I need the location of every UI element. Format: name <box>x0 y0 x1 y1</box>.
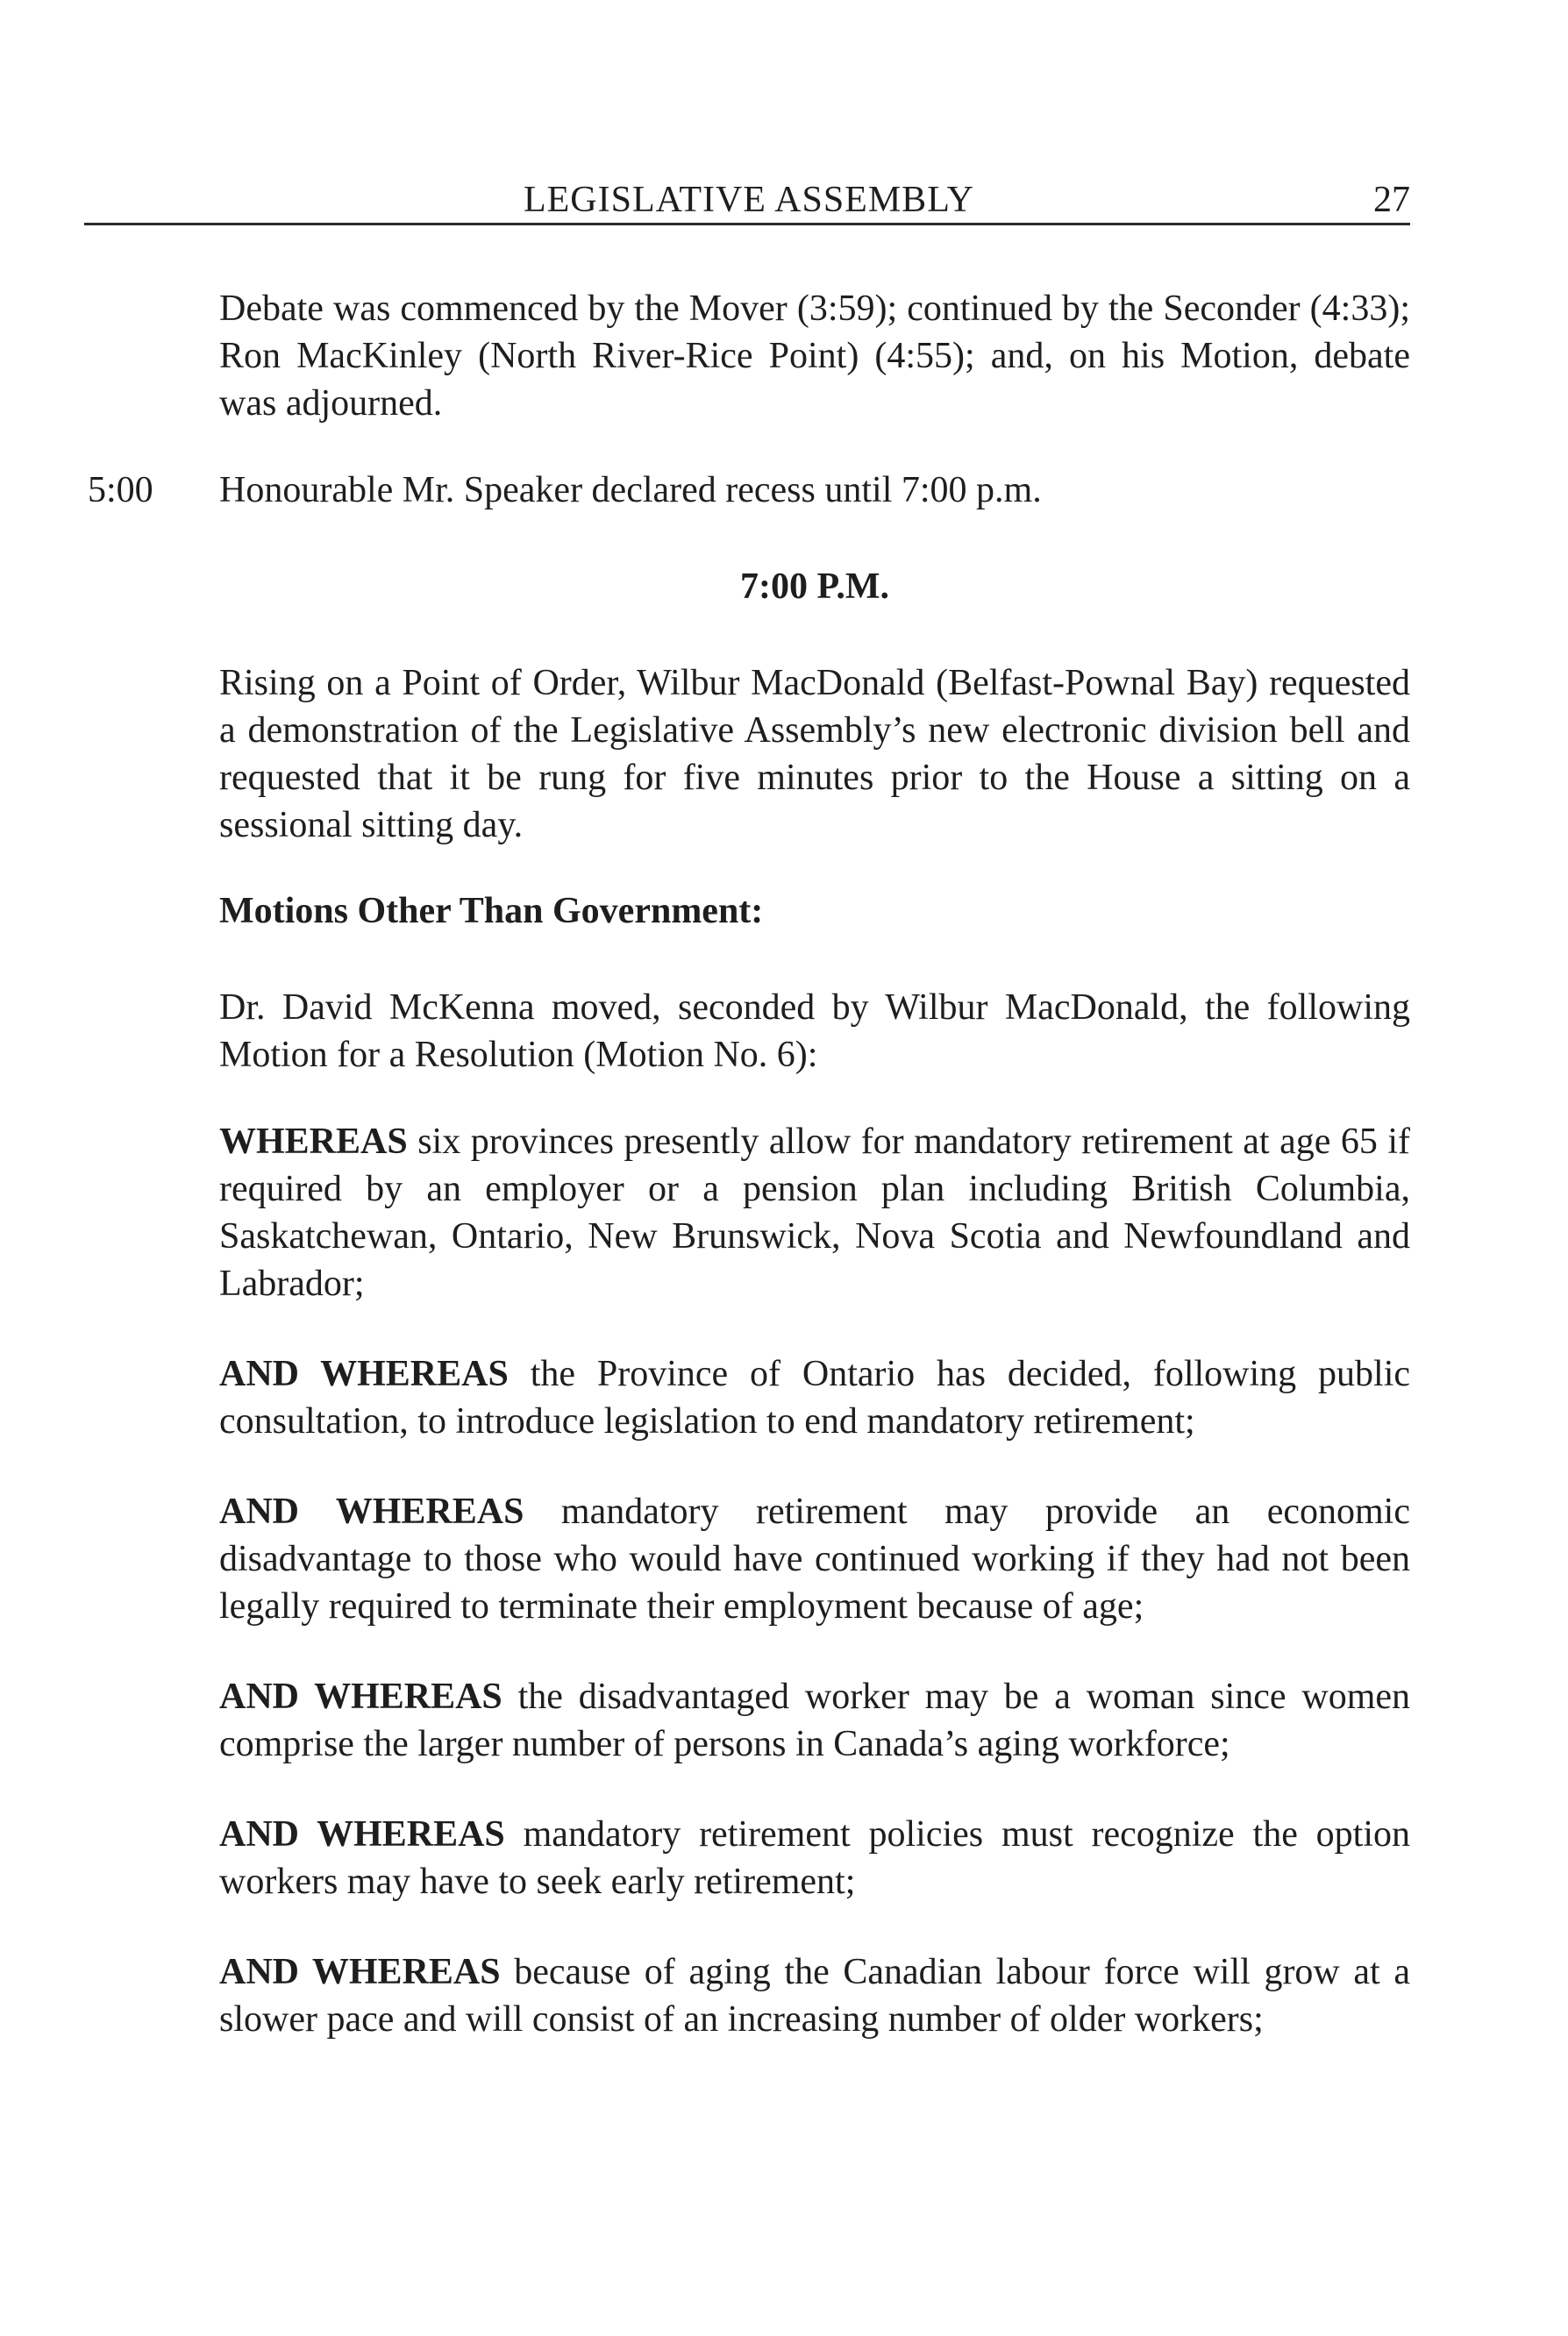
running-header-title: LEGISLATIVE ASSEMBLY <box>524 180 974 220</box>
motion-moved-paragraph: Dr. David McKenna moved, seconded by Wilbur MacDonald, the following Motion for a Resolution (Motion No. 6): <box>219 987 1410 1075</box>
page-number: 27 <box>1373 180 1410 220</box>
debate-paragraph: Debate was commenced by the Mover (3:59); continued by the Seconder (4:33); Ron MacKinley (North River-Rice Point) (4:55); and, on his Motion, debate was adjourned. <box>219 288 1410 424</box>
whereas-text: the disadvantaged worker may be a woman since women comprise the larger number of persons in Canada’s aging workforce; <box>219 1677 1410 1764</box>
whereas-clause <box>219 1811 1410 1905</box>
whereas-clause <box>219 1488 1410 1630</box>
whereas-keyword: AND WHEREAS <box>219 1677 502 1717</box>
evening-session-heading: 7:00 P.M. <box>740 566 889 607</box>
margin-time-stamp: 5:00 <box>88 470 153 510</box>
whereas-text: because of aging the Canadian labour force will grow at a slower pace and will consist of an increasing number of older workers; <box>219 1952 1410 2040</box>
whereas-text: mandatory retirement policies must recognize the option workers may have to seek early retirement; <box>219 1814 1411 1902</box>
whereas-clause <box>219 1673 1410 1768</box>
whereas-keyword: AND WHEREAS <box>219 1814 505 1855</box>
whereas-keyword: AND WHEREAS <box>219 1952 501 1992</box>
whereas-keyword: AND WHEREAS <box>219 1492 524 1532</box>
whereas-clause <box>219 1118 1410 1307</box>
motions-section-heading: Motions Other Than Government: <box>219 891 764 931</box>
whereas-clause <box>219 1350 1410 1445</box>
whereas-keyword: WHEREAS <box>219 1122 408 1162</box>
recess-paragraph: Honourable Mr. Speaker declared recess until 7:00 p.m. <box>219 470 1042 510</box>
whereas-text: the Province of Ontario has decided, following public consultation, to introduce legislation to end mandatory retirement; <box>219 1354 1411 1442</box>
whereas-text: mandatory retirement may provide an economic disadvantage to those who would have continued working if they had not been legally required to terminate their employment because of age; <box>219 1492 1410 1627</box>
whereas-clause <box>219 1948 1410 2043</box>
whereas-keyword: AND WHEREAS <box>219 1354 509 1394</box>
point-of-order-paragraph: Rising on a Point of Order, Wilbur MacDonald (Belfast-Pownal Bay) requested a demonstration of the Legislative Assembly’s new electronic division bell and requested that it be rung for five minutes prior to the House a sitting on a sessional sitting day. <box>219 663 1410 845</box>
whereas-text: six provinces presently allow for mandatory retirement at age 65 if required by an employer or a pension plan including British Columbia, Saskatchewan, Ontario, New Brunswick, Nova Scotia and Newfoundland and Labrador; <box>219 1122 1410 1304</box>
header-rule <box>84 223 1410 225</box>
page-header <box>88 175 1410 228</box>
